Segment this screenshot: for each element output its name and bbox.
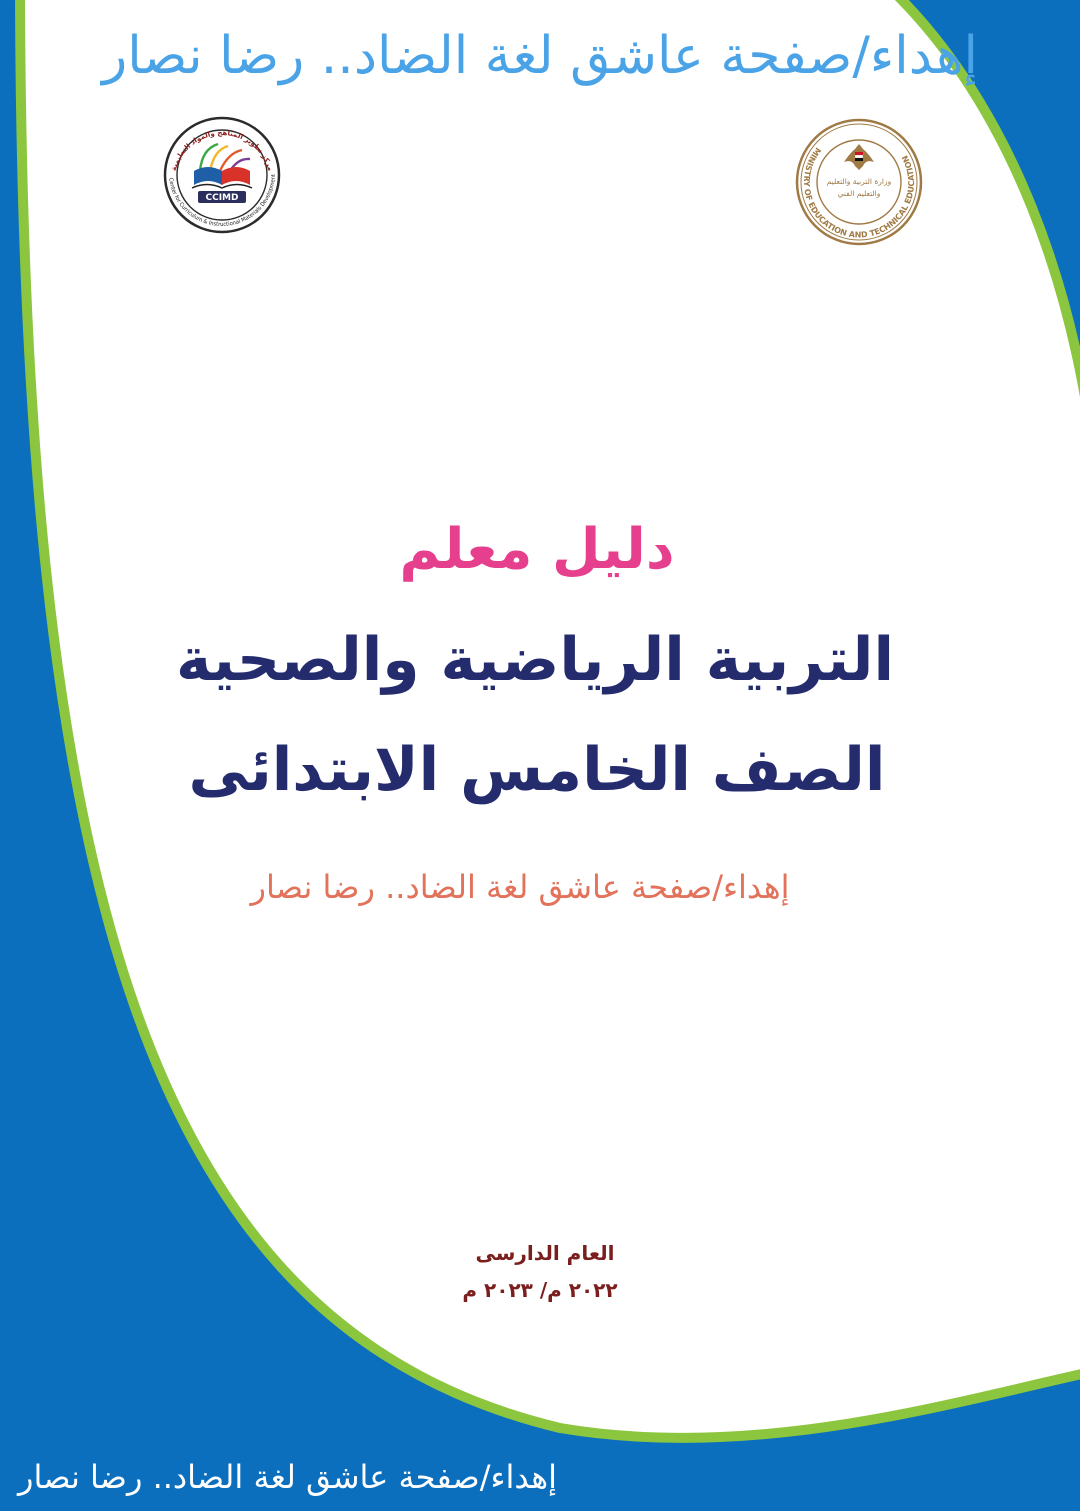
subject-title: التربية الرياضية والصحية <box>175 625 895 695</box>
ccimd-english-name: Center for Curriculum & Instructional Materials Development <box>167 173 278 229</box>
ccimd-abbreviation: CCIMD <box>205 193 239 203</box>
header-dedication: إهداء/صفحة عاشق لغة الضاد.. رضا نصار <box>102 26 978 86</box>
ccimd-arabic-name: مركز تطوير المناهج والمواد التعليمية <box>169 128 275 172</box>
footer-dedication: إهداء/صفحة عاشق لغة الضاد.. رضا نصار <box>18 1458 557 1496</box>
grade-title: الصف الخامس الابتدائى <box>188 735 886 805</box>
seal-arabic-line-1: وزارة التربية والتعليم <box>826 177 892 186</box>
guide-label: دليل معلم <box>399 517 675 582</box>
academic-year-value: ٢٠٢٢ م/ ٢٠٢٣ م <box>462 1278 618 1302</box>
seal-arabic-line-2: والتعليم الفني <box>837 189 881 198</box>
seal-english-name: MINISTRY OF EDUCATION AND TECHNICAL EDUCATION <box>801 145 917 240</box>
academic-year-label: العام الدارسى <box>475 1241 615 1265</box>
ministry-seal-logo <box>795 118 923 246</box>
ccimd-logo <box>162 115 282 235</box>
cover-dedication: إهداء/صفحة عاشق لغة الضاد.. رضا نصار <box>250 868 790 906</box>
